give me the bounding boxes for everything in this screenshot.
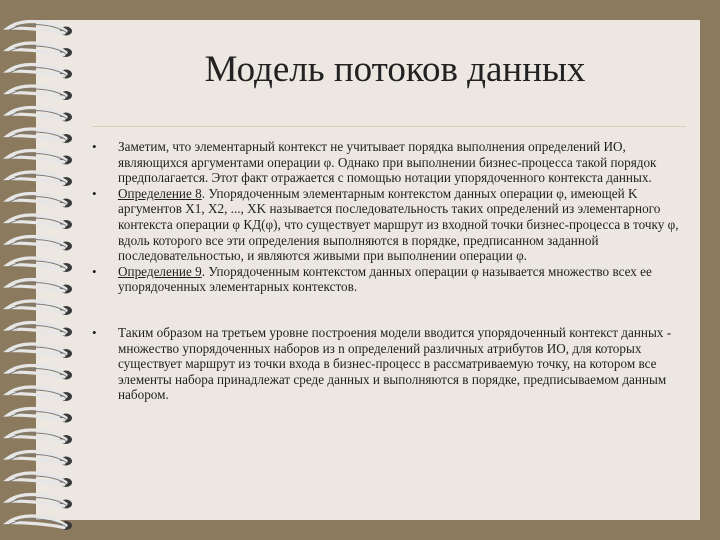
binding-ring xyxy=(8,43,72,57)
spiral-rings xyxy=(8,22,72,530)
definition-8-term: Определение 8 xyxy=(118,185,202,201)
title-divider xyxy=(92,126,686,127)
binding-ring xyxy=(8,301,72,315)
slide-title: Модель потоков данных xyxy=(204,49,586,90)
bullet-icon: • xyxy=(92,324,97,340)
bullet-icon: • xyxy=(92,263,97,279)
bullet-text: . Упорядоченным элементарным контекстом данных операции φ, имеющей K аргументов X1, X2, ..., XK называется последовательность таких определений из элементарного контекста операции φ КД(φ), что существует маршрут из входной точки бизнес-процесса в точку φ, вдоль которого все эти определения выполняются в порядке, предписанном заданной последовательностью, и являются живыми при выполнении операции φ. xyxy=(118,185,679,264)
bullet-text: . Упорядоченным контекстом данных операции φ называется множество всех ее упорядоченных элементарных контекстов. xyxy=(118,263,652,295)
binding-ring xyxy=(8,22,72,36)
bullet-text: Заметим, что элементарный контекст не учитывает порядка выполнения определений ИО, являющихся аргументами операции φ. Однако при выполнении бизнес-процесса такой порядок предполагается. Этот факт отражается с помощью нотации упорядоченного контекста данных. xyxy=(118,139,657,186)
binding-ring xyxy=(8,151,72,165)
binding-ring xyxy=(8,516,72,530)
binding-ring xyxy=(8,280,72,294)
binding-ring xyxy=(8,473,72,487)
binding-ring xyxy=(8,194,72,208)
binding-ring xyxy=(8,495,72,509)
binding-ring xyxy=(8,65,72,79)
binding-ring xyxy=(8,430,72,444)
binding-ring xyxy=(8,323,72,337)
binding-ring xyxy=(8,108,72,122)
binding-ring xyxy=(8,409,72,423)
binding-ring xyxy=(8,237,72,251)
bullet-icon: • xyxy=(92,185,97,201)
binding-ring xyxy=(8,172,72,186)
binding-ring xyxy=(8,387,72,401)
bullet-item-3 xyxy=(90,264,680,295)
binding-ring xyxy=(8,86,72,100)
binding-ring xyxy=(8,215,72,229)
binding-ring xyxy=(8,344,72,358)
bullet-list xyxy=(90,139,680,403)
bullet-item-2 xyxy=(90,186,680,264)
binding-ring xyxy=(8,452,72,466)
bullet-spacer xyxy=(90,295,680,325)
bullet-text: Таким образом на третьем уровне построения модели вводится упорядоченный контекст данных - множество упорядоченных наборов из n определений различных атрибутов ИО, для которых существует маршрут из точки входа в бизнес-процесс в рассматриваемую точку, на котором все элементы набора принадлежат среде данных и выполняются в порядке, предписываемом данным набором. xyxy=(118,324,672,403)
bullet-item-1 xyxy=(90,139,680,186)
binding-ring xyxy=(8,366,72,380)
bullet-item-4 xyxy=(90,325,680,403)
binding-ring xyxy=(8,258,72,272)
binding-ring xyxy=(8,129,72,143)
definition-9-term: Определение 9 xyxy=(118,263,202,279)
bullet-icon: • xyxy=(92,139,97,154)
spiral-binding xyxy=(0,0,90,540)
